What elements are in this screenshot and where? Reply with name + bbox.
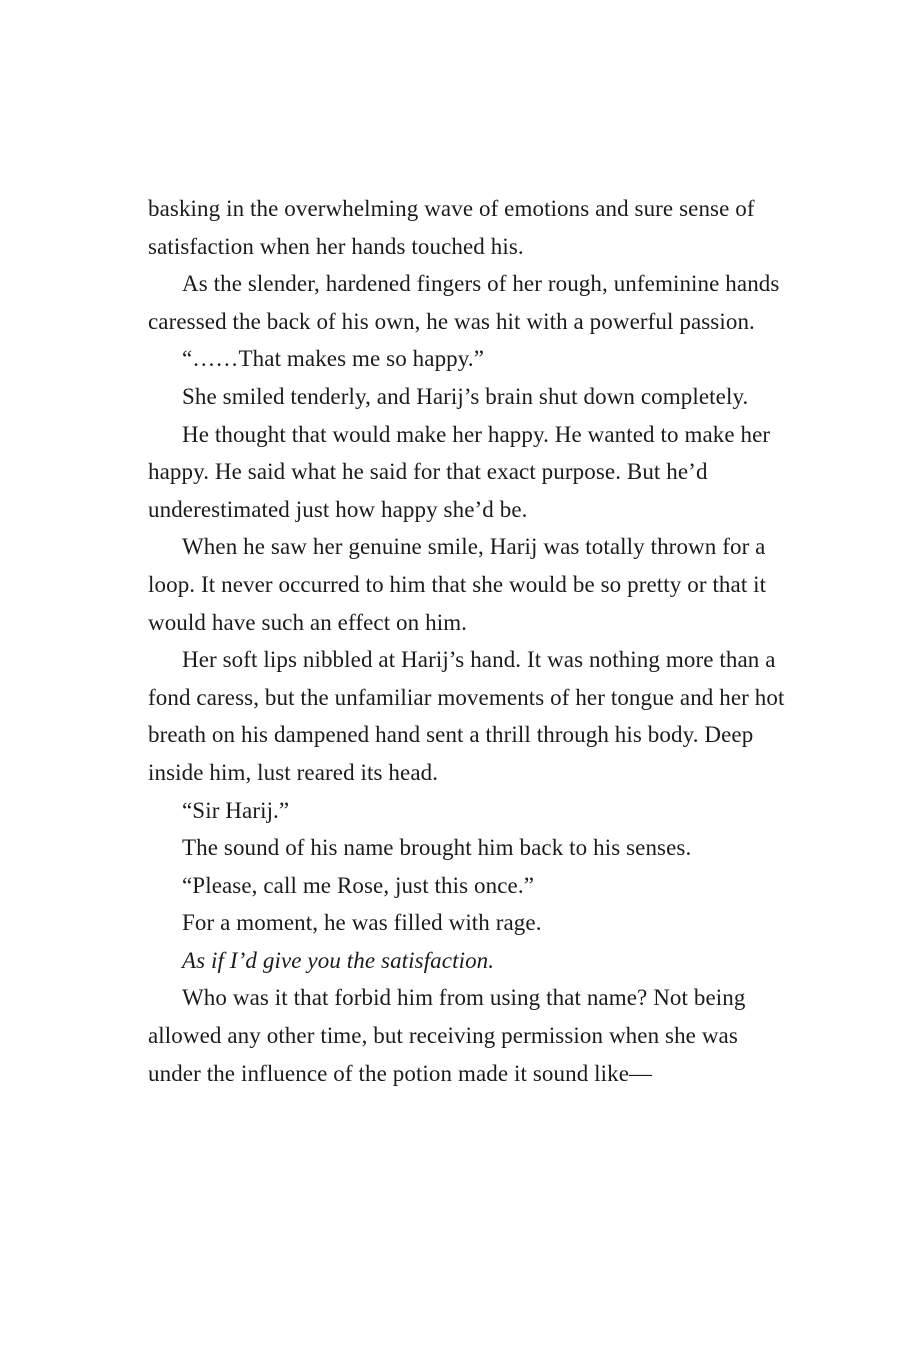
paragraph: When he saw her genuine smile, Harij was totally thrown for a loop. It never occurred to him that she would be so pretty or that it would have such an effect on him. [148, 534, 767, 635]
paragraph: The sound of his name brought him back to his senses. [182, 835, 692, 861]
paragraph: She smiled tenderly, and Harij’s brain shut down completely. [182, 383, 749, 409]
paragraph-continuation: basking in the overwhelming wave of emotions and sure sense of satisfaction when her hands touched his. [148, 196, 755, 259]
paragraph: He thought that would make her happy. He wanted to make her happy. He said what he said for that exact purpose. But he’d underestimated just how happy she’d be. [148, 421, 771, 522]
dialogue-line: “Sir Harij.” [182, 797, 290, 823]
paragraph: Who was it that forbid him from using that name? Not being allowed any other time, but receiving permission when she was under the influence of the potion made it sound like— [148, 985, 746, 1086]
dialogue-line: “……That makes me so happy.” [182, 346, 485, 372]
body-text [148, 190, 796, 1092]
paragraph: As the slender, hardened fingers of her rough, unfeminine hands caressed the back of his own, he was hit with a powerful passion. [148, 271, 780, 334]
paragraph: Her soft lips nibbled at Harij’s hand. It was nothing more than a fond caress, but the unfamiliar movements of her tongue and her hot breath on his dampened hand sent a thrill through his body. Deep inside him, lust reared its head. [148, 647, 785, 785]
paragraph: For a moment, he was filled with rage. [182, 910, 542, 936]
inner-thought-line: As if I’d give you the satisfaction. [182, 947, 495, 973]
dialogue-line: “Please, call me Rose, just this once.” [182, 872, 534, 898]
